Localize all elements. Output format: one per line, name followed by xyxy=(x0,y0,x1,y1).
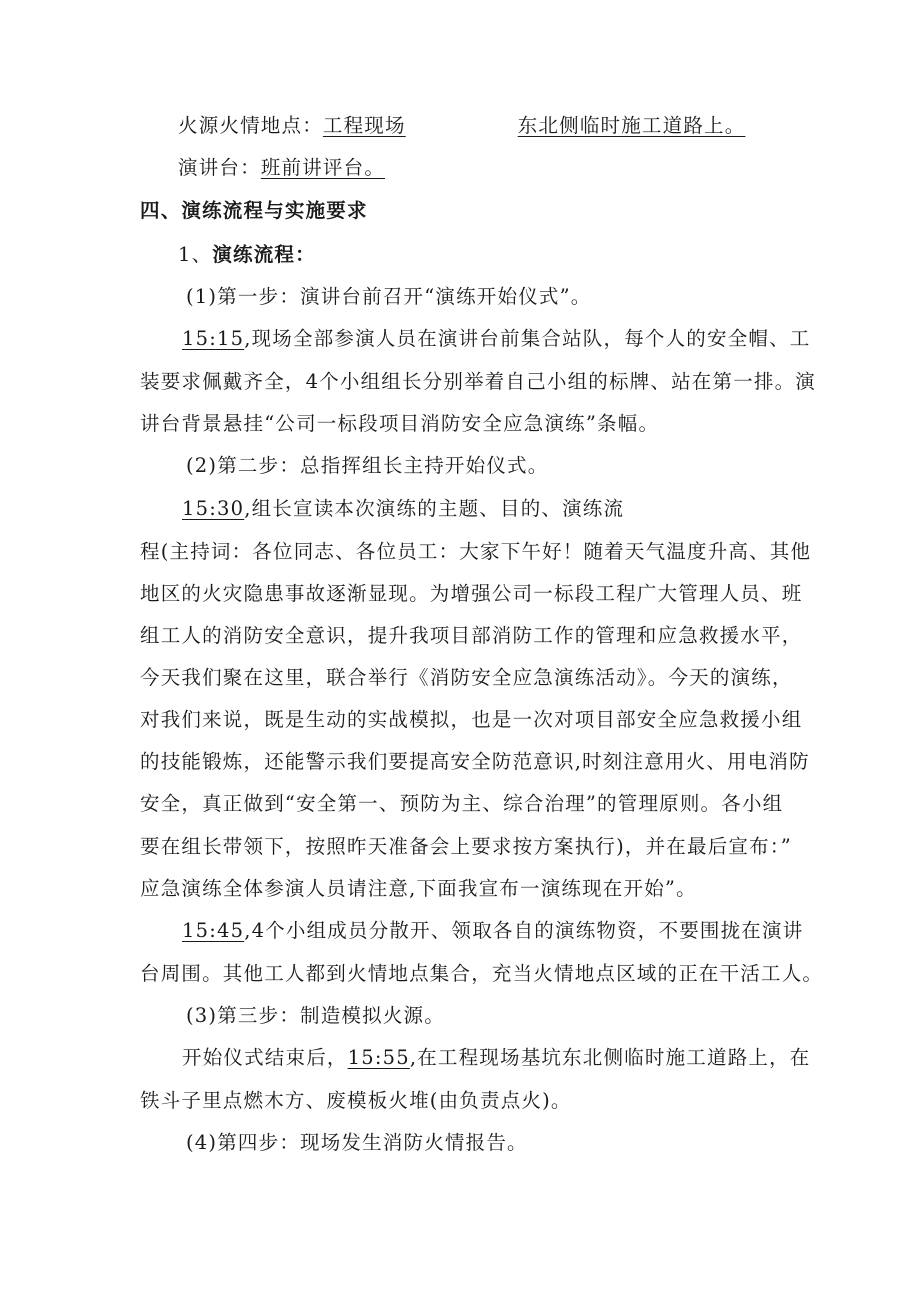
paragraph-line xyxy=(182,325,811,353)
paragraph-line xyxy=(182,495,624,523)
subsection-number: 1、 xyxy=(178,243,213,266)
paragraph-line: 程(主持词：各位同志、各位员工：大家下午好！随着天气温度升高、其他 xyxy=(140,540,812,563)
podium-label: 演讲台： xyxy=(178,156,261,179)
paragraph-line: 地区的火灾隐患事故逐渐显现。为增强公司一标段工程广大管理人员、班 xyxy=(140,582,803,605)
step-3-title: (3)第三步：制造模拟火源。 xyxy=(186,1004,445,1027)
paragraph-text: ,4个小组成员分散开、领取各自的演练物资，不要围拢在演讲 xyxy=(244,919,804,942)
fire-location-site: 工程现场 东北侧临时施工道路上。 xyxy=(322,114,746,137)
fire-location-label: 火源火情地点： xyxy=(178,114,323,137)
paragraph-line: 应急演练全体参演人员请注意,下面我宣布一演练现在开始”。 xyxy=(140,877,697,900)
paragraph-text: ,现场全部参演人员在演讲台前集合站队，每个人的安全帽、工 xyxy=(244,327,811,350)
paragraph-line: 装要求佩戴齐全，4个小组组长分别举着自己小组的标牌、站在第一排。演 xyxy=(140,370,817,393)
paragraph-line: 今天我们聚在这里，联合举行《消防安全应急演练活动》。今天的演练， xyxy=(140,666,793,689)
paragraph-text: 开始仪式结束后， xyxy=(182,1046,348,1069)
time-label: 15:30 xyxy=(182,497,245,520)
subsection-heading xyxy=(178,241,316,269)
paragraph-line: 铁斗子里点燃木方、废模板火堆(由负责点火)。 xyxy=(140,1089,572,1112)
podium-value: 班前讲评台。 xyxy=(260,156,386,179)
paragraph-line: 组工人的消防安全意识，提升我项目部消防工作的管理和应急救援水平， xyxy=(140,624,803,647)
section-heading: 四、演练流程与实施要求 xyxy=(140,199,368,222)
podium-line xyxy=(178,154,385,182)
paragraph-line xyxy=(182,917,803,945)
subsection-title: 演练流程： xyxy=(212,243,316,266)
step-4-title: (4)第四步：现场发生消防火情报告。 xyxy=(186,1131,528,1154)
paragraph-line: 安全，真正做到“安全第一、预防为主、综合治理”的管理原则。各小组 xyxy=(140,792,784,815)
time-label: 15:55 xyxy=(347,1046,410,1069)
time-label: 15:15 xyxy=(182,327,245,350)
paragraph-line: 对我们来说，既是生动的实战模拟，也是一次对项目部安全应急救援小组 xyxy=(140,708,803,731)
paragraph-text: ,在工程现场基坑东北侧临时施工道路上，在 xyxy=(409,1046,811,1069)
time-label: 15:45 xyxy=(182,919,245,942)
paragraph-line: 要在组长带领下，按照昨天准备会上要求按方案执行)，并在最后宣布：” xyxy=(140,835,792,858)
step-1-title: (1)第一步：演讲台前召开“演练开始仪式”。 xyxy=(186,285,592,308)
paragraph-text: ,组长宣读本次演练的主题、目的、演练流 xyxy=(244,497,625,520)
paragraph-line: 的技能锻炼，还能警示我们要提高安全防范意识,时刻注意用火、用电消防 xyxy=(140,750,810,773)
paragraph-line: 讲台背景悬挂“公司一标段项目消防安全应急演练”条幅。 xyxy=(140,412,660,435)
fire-location-line xyxy=(178,112,745,140)
paragraph-line: 台周围。其他工人都到火情地点集合，充当火情地点区域的正在干活工人。 xyxy=(140,962,824,985)
paragraph-line xyxy=(182,1044,811,1072)
step-2-title: (2)第二步：总指挥组长主持开始仪式。 xyxy=(186,454,549,477)
